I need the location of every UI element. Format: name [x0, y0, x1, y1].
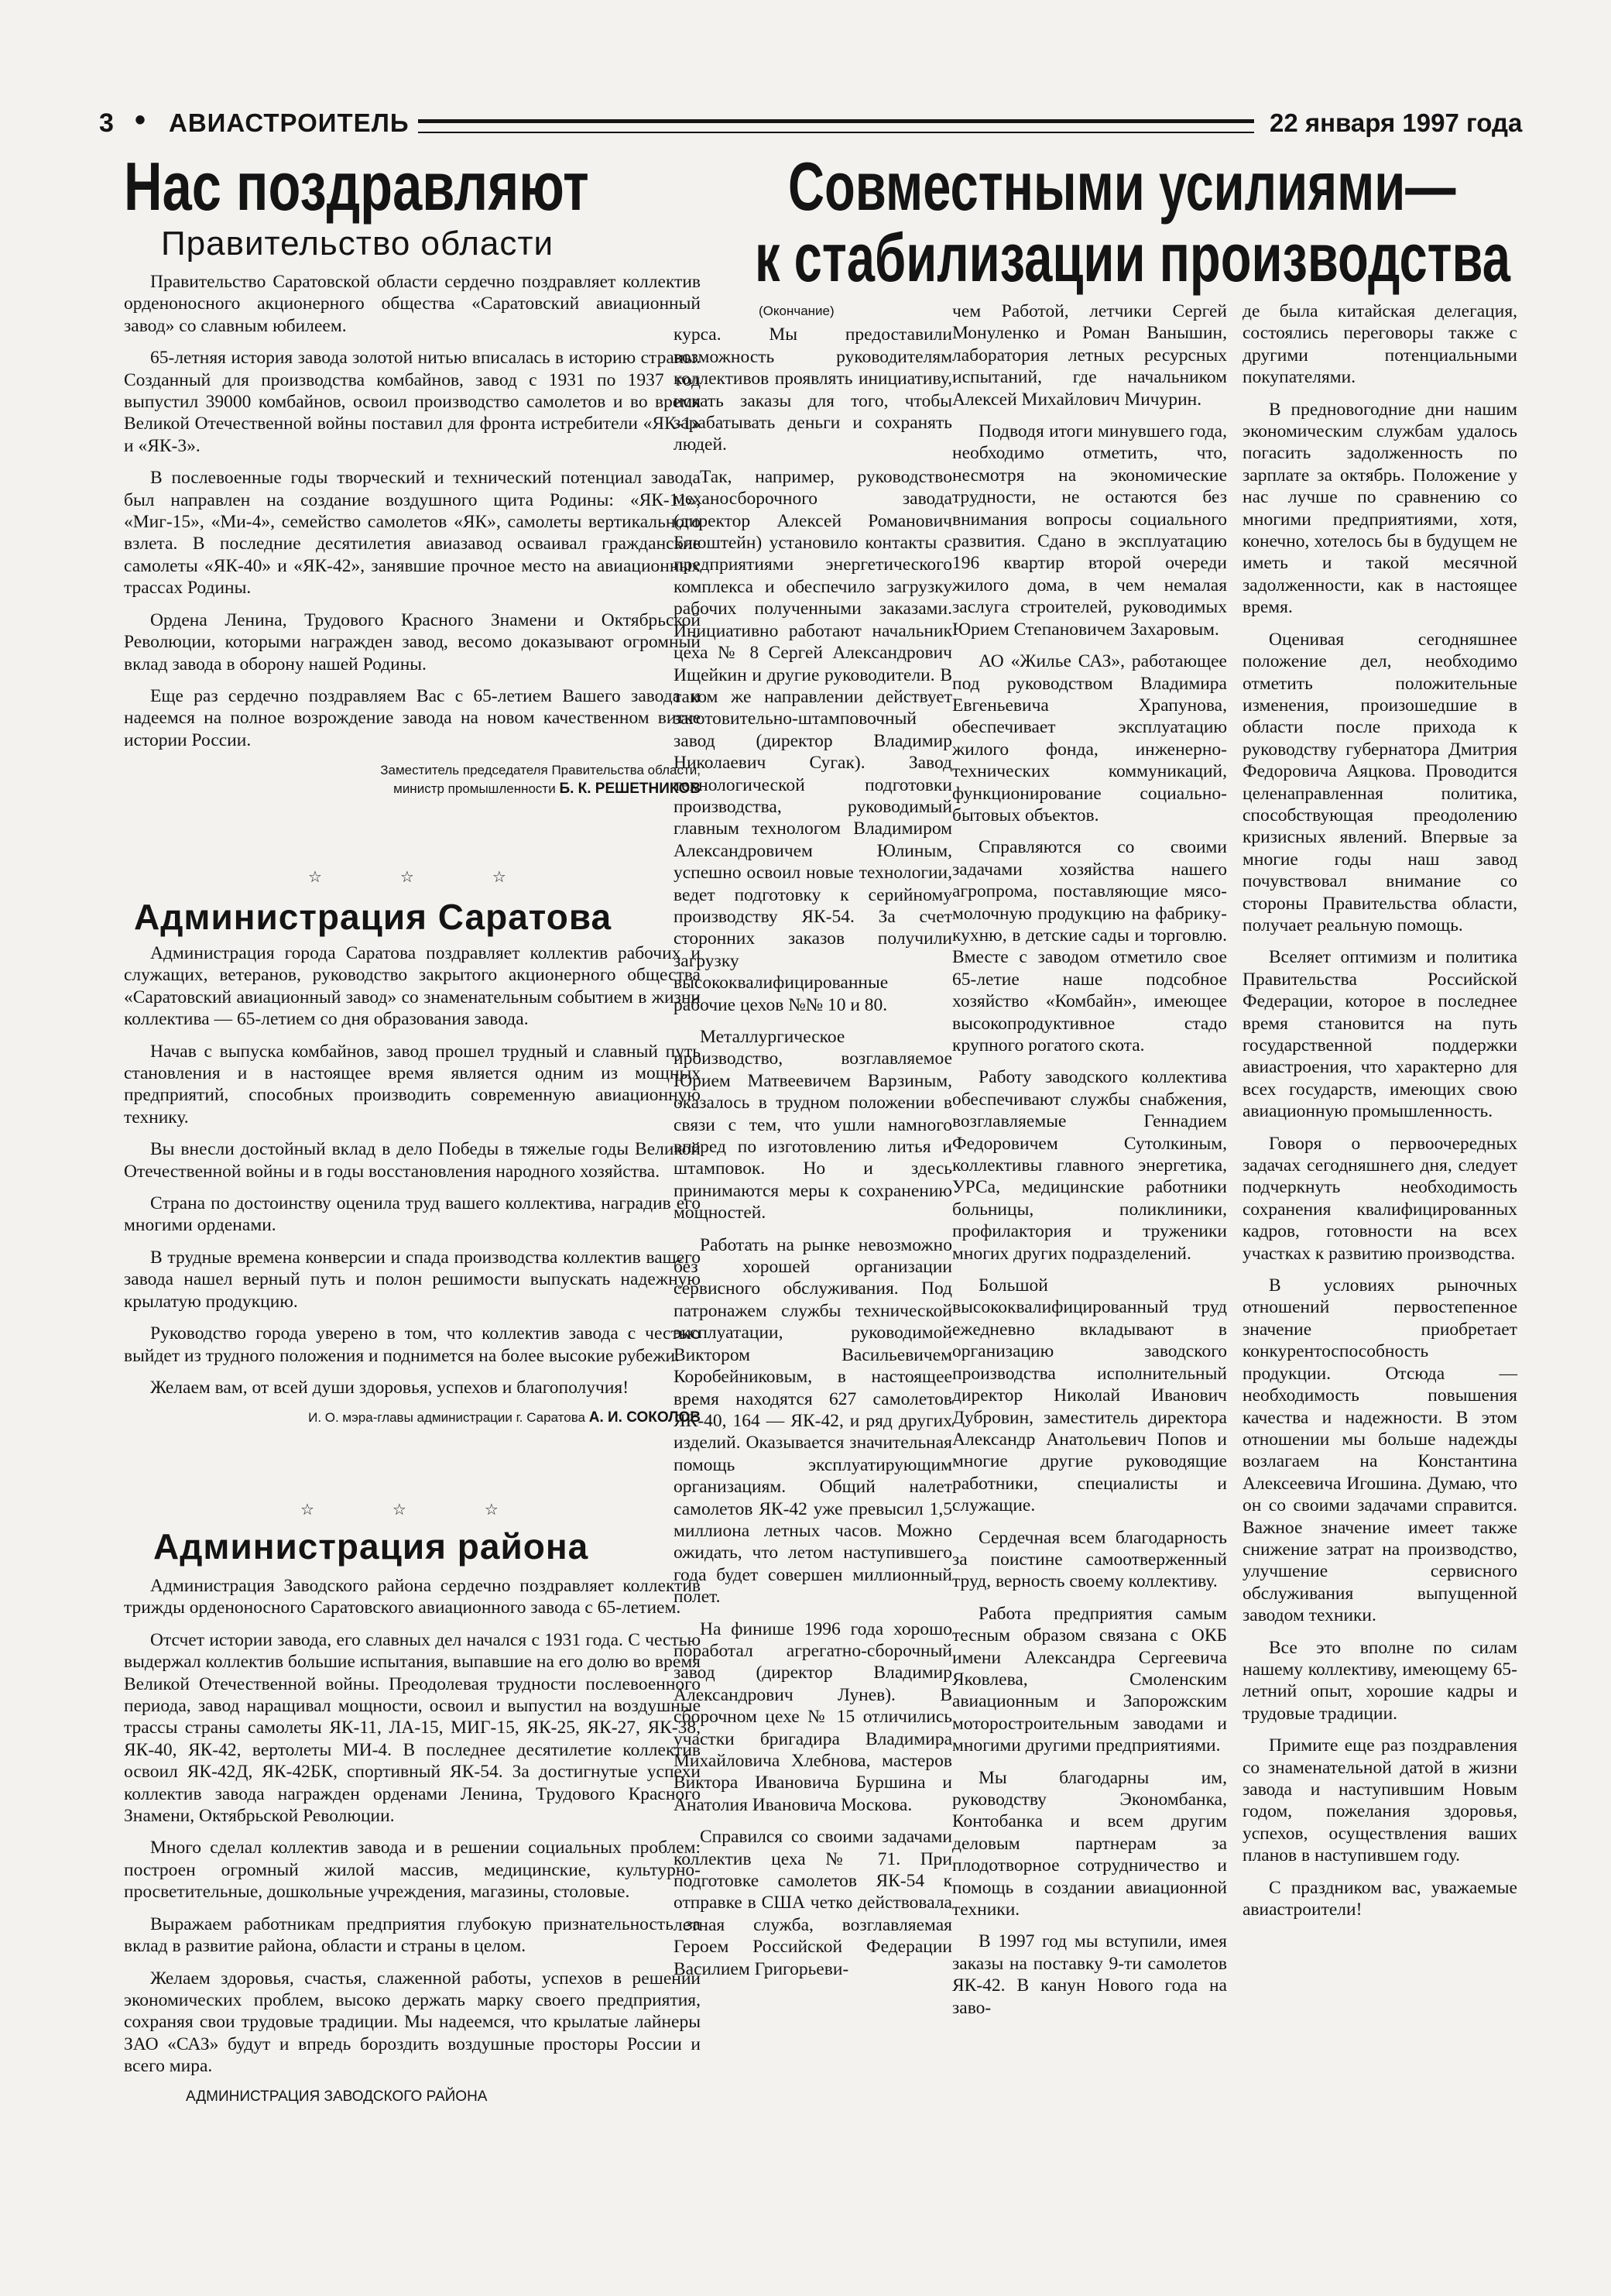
signature-title: Заместитель председателя Правительства области,	[380, 763, 701, 778]
section-title-government: Правительство области	[161, 225, 554, 263]
paragraph: Администрация Заводского района сердечно поздравляет коллектив трижды орденоносного Саратовского авиационного завода с 65-летием.	[124, 1576, 701, 1618]
article-column-4	[1243, 300, 1517, 1930]
paragraph: Правительство Саратовской области сердечно поздравляет коллектив орденоносного акционерного общества «Саратовский авиационный завод» со славным юбилеем.	[124, 272, 701, 336]
paragraph: Большой высококвалифицированный труд ежедневно вкладывают в организацию заводского производства исполнительный директор Николай Иванович Дубровин, заместитель директора Александр Анатольевич Попов и многие другие руководящие работники, специалисты и служащие.	[952, 1275, 1227, 1516]
paragraph: Администрация города Саратова поздравляет коллектив рабочих и служащих, ветеранов, руководство закрытого акционерного общества «Саратовский авиационный завод» со знаменательным событием в жизни коллектива — 65-летием со дня образования завода.	[124, 943, 701, 1030]
paragraph: Все это вполне по силам нашему коллективу, имеющему 65-летний опыт, хорошие кадры и трудовые традиции.	[1243, 1637, 1517, 1724]
signature-line	[124, 1409, 701, 1427]
paragraph: чем Работой, летчики Сергей Монуленко и Роман Ванышин, лаборатория летных ресурсных испытаний, где начальником Алексей Михайлович Мичурин.	[952, 301, 1227, 410]
paragraph: Справился со своими задачами коллектив цеха № 71. При подготовке самолетов ЯК-54 к отправке в США четко действовала летная служба, возглавляемая Героем Российской Федерации Василием Григорьеви-	[674, 1827, 952, 1979]
paragraph: Вы внесли достойный вклад в дело Победы в тяжелые годы Великой Отечественной войны и в годы восстановления народного хозяйства.	[124, 1139, 701, 1182]
newspaper-name: АВИАСТРОИТЕЛЬ	[169, 108, 410, 137]
paragraph: де была китайская делегация, состоялись переговоры также с другими потенциальными покупателями.	[1243, 301, 1517, 388]
paragraph: Отсчет истории завода, его славных дел начался с 1931 года. С честью выдержал коллектив большие испытания, выпавшие на его долю во время Великой Отечественной войны. Преодолевая трудности послевоенного периода, завод наращивал мощности, освоил и выпустил на воздушные трассы страны самолеты ЯК-11, ЛА-15, МИГ-15, ЯК-25, ЯК-27, ЯК-38, ЯК-40, ЯК-42, вертолеты МИ-4. В последнее десятилетие коллектив освоил ЯК-42Д, ЯК-42БК, спортивный ЯК-54. За достигнутые успехи коллектив завода награжден орденами Ленина, Трудового Красного Знамени, Октябрьской Революции.	[124, 1629, 701, 1827]
paragraph: Желаем здоровья, счастья, слаженной работы, успехов в решении экономических проблем, высоко держать марку своего предприятия, сохраняя свои трудовые традиции. Мы надеемся, что крылатые лайнеры ЗАО «САЗ» будут и впредь бороздить воздушные просторы России и всего мира.	[124, 1968, 701, 2077]
header-bullet: •	[135, 103, 146, 137]
paragraph: Так, например, руководство механосборочного завода (директор Алексей Романович Блюштейн) установило контакты с предприятиями энергетического комплекса и обеспечило загрузку рабочих полученными заказами. Инициативно работают начальник цеха № 8 Сергей Александрович Ищейкин и другие руководители. В таком же направлении действует заготовительно-штамповочный завод (директор Владимир Николаевич Сугак). Завод технологической подготовки производства, руководимый главным технологом Владимиром Александровичем Юлиным, успешно освоил новые технологии, ведет подготовку к серийному производству ЯК-54. За счет сторонних заказов получили загрузку высококвалифицированные рабочие цехов №№ 10 и 80.	[674, 466, 952, 1015]
article-saratov-administration	[124, 942, 701, 1437]
paragraph: В трудные времена конверсии и спада производства коллектив вашего завода нашел верный путь и полон решимости выпускать надежную крылатую продукцию.	[124, 1247, 701, 1312]
right-headline-line1: Совместными усилиями—	[788, 148, 1456, 225]
paragraph: Желаем вам, от всей души здоровья, успехов и благополучия!	[150, 1377, 629, 1398]
continuation-note: (Окончание)	[759, 304, 835, 318]
paragraph: Металлургическое производство, возглавляемое Юрием Матвеевичем Варзиным, оказалось в трудном положении в связи с тем, что ушли намного вперед по изготовлению литья и штамповок. Но и здесь принимаются меры к сохранению мощностей.	[674, 1027, 952, 1224]
paragraph: Руководство города уверено в том, что коллектив завода с честью выйдет из трудного положения и поднимется на более высокие рубежи.	[124, 1323, 701, 1366]
paragraph: Говоря о первоочередных задачах сегодняшнего дня, следует подчеркнуть необходимость сохранения квалифицированных кадров, готовности на всех участках к развитию производства.	[1243, 1133, 1517, 1264]
page-number: 3	[99, 108, 114, 138]
left-headline: Нас поздравляют	[124, 148, 589, 225]
signature-post: И. О. мэра-главы администрации г. Саратова	[308, 1410, 585, 1426]
signature-post: министр промышленности	[393, 781, 556, 797]
paragraph: На финише 1996 года хорошо поработал агрегатно-сборочный завод (директор Владимир Александрович Лунев). В сборочном цехе № 15 отличились участки бригадира Владимира Михайловича Хлебнова, мастеров Виктора Ивановича Буршина и Анатолия Ивановича Москова.	[674, 1618, 952, 1815]
right-headline-line2: к стабилизации производства	[755, 219, 1510, 296]
article-government	[124, 271, 701, 808]
paragraph: В предновогодние дни нашим экономическим службам удалось погасить задолженность по зарплате за октябрь. Положение у нас лучше по сравнению со многими предприятиями, хотя, конечно, хотелось бы в будущем не иметь и такой месячной задолженности, как в настоящее время.	[1243, 399, 1517, 618]
paragraph: Ордена Ленина, Трудового Красного Знамени и Октябрьской Революции, которыми награжден завод, весомо доказывают огромный вклад завода в оборону нашей Родины.	[124, 609, 701, 674]
paragraph: Справляются со своими задачами хозяйства нашего агропрома, поставляющие мясо-молочную продукцию на фабрику-кухню, в детские сады и торговлю. Вместе с заводом отметило свое 65-летие наше подсобное хозяйство «Комбайн», имеющее высокопродуктивное стадо крупного рогатого скота.	[952, 837, 1227, 1055]
signature-name: АДМИНИСТРАЦИЯ ЗАВОДСКОГО РАЙОНА	[186, 2088, 488, 2105]
paragraph: Вселяет оптимизм и политика Правительства Российской Федерации, которое в последнее время становится на путь государственной поддержки авиастроения, что характерно для всех государств, имеющих свою авиационную промышленность.	[1243, 947, 1517, 1122]
separator-stars: ☆ ☆ ☆	[300, 1501, 536, 1519]
section-title-district-administration: Администрация района	[153, 1526, 589, 1567]
article-column-2	[674, 300, 952, 1990]
paragraph: В 1997 год мы вступили, имея заказы на поставку 9-ти самолетов ЯК-42. В канун Нового года на заво-	[952, 1931, 1227, 2018]
paragraph: Еще раз сердечно поздравляем Вас с 65-летием Вашего завода и надеемся на полное возрождение завода на новом качественном витке истории России.	[124, 685, 701, 750]
paragraph: курса. Мы предоставили возможность руководителям коллективов проявлять инициативу, искать заказы для того, чтобы зарабатывать деньги и сохранять людей.	[674, 324, 952, 455]
paragraph: Работать на рынке невозможно без хорошей организации сервисного обслуживания. Под патронажем службы технической эксплуатации, руководимой Виктором Васильевичем Коробейниковым, в настоящее время находятся 627 самолетов ЯК-40, 164 — ЯК-42, и ряд других изделий. Оказывается значительная помощь эксплуатирующим организациям. Общий налет самолетов ЯК-42 уже превысил 1,5 миллиона летных часов. Можно ожидать, что летом наступившего года будет совершен миллионный полет.	[674, 1234, 952, 1608]
article-district-administration	[124, 1575, 701, 2116]
paragraph: В послевоенные годы творческий и технический потенциал завода был направлен на создание воздушного щита Родины: «ЯК-11», «Миг-15», «Ми-4», семейство самолетов «ЯК», самолеты вертикального взлета. В последние десятилетия авиазавод осваивал гражданские самолеты «ЯК-40» и «ЯК-42», занявшие прочное место на авиационных трассах Родины.	[124, 468, 701, 599]
paragraph: Страна по достоинству оценила труд вашего коллектива, наградив его многими орденами.	[124, 1193, 701, 1236]
issue-date: 22 января 1997 года	[1270, 108, 1523, 137]
paragraph: Подводя итоги минувшего года, необходимо отметить, что, несмотря на экономические трудности, не остаются без внимания вопросы социального развития. Сдано в эксплуатацию 196 квартир второй очереди жилого дома, в чем немалая заслуга строителей, руководимых Юрием Степановичем Захаровым.	[952, 421, 1227, 640]
paragraph: В условиях рыночных отношений первостепенное значение приобретает конкурентоспособность продукции. Отсюда — необходимость повышения качества и надежности. В этом отношении мы больше надежды возлагаем на Константина Алексеевича Игошина. Думаю, что он со своими задачами справится. Важное значение имеет также снижение затрат на производство, улучшение сервисного обслуживания выпущенной заводом техники.	[1243, 1275, 1517, 1626]
section-title-saratov-administration: Администрация Саратова	[134, 897, 612, 937]
paragraph: Начав с выпуска комбайнов, завод прошел трудный и славный путь становления и в настоящее время является одним из мощных предприятий, способных производить современную авиационную технику.	[124, 1041, 701, 1127]
paragraph: Оценивая сегодняшнее положение дел, необходимо отметить положительные изменения, произошедшие в области после прихода к руководству губернатора Дмитрия Федоровича Аяцкова. Проводится целенаправленная политика, способствующая преодолению кризисных явлений. Впервые за многие годы наш завод почувствовал внимание со стороны Правительства области, получает реальную помощь.	[1243, 629, 1517, 935]
paragraph: Сердечная всем благодарность за поистине самоотверженный труд, верность своему коллективу.	[952, 1527, 1227, 1592]
paragraph: Примите еще раз поздравления со знаменательной датой в жизни завода и наступившим Новым годом, пожелания здоровья, успехов, осуществления ваших планов в наступившем году.	[1243, 1735, 1517, 1866]
paragraph: 65-летняя история завода золотой нитью вписалась в историю страны. Созданный для производства комбайнов, завод с 1931 по 1937 год выпустил 39000 комбайнов, освоил производство самолетов и во время Великой Отечественной войны поставил для фронта истребители «ЯК-1» и «ЯК-3».	[124, 348, 701, 456]
separator-stars: ☆ ☆ ☆	[308, 869, 543, 886]
paragraph: Много сделал коллектив завода и в решении социальных проблем: построен огромный жилой массив, медицинские, культурно-просветительные, дошкольные учреждения, магазины, столовые.	[124, 1838, 701, 1903]
paragraph: Мы благодарны им, руководству Экономбанка, Контобанка и всем другим деловым партнерам за плодотворное сотрудничество и помощь в создании авиационной техники.	[952, 1767, 1227, 1920]
article-column-3	[952, 300, 1227, 2029]
paragraph: С праздником вас, уважаемые авиастроители!	[1243, 1877, 1517, 1920]
header-rule	[418, 119, 1254, 133]
paragraph: Выражаем работникам предприятия глубокую признательность за вклад в развитие района, области и страны в целом.	[124, 1913, 701, 1957]
paragraph: АО «Жилье САЗ», работающее под руководством Владимира Евгеньевича Храпунова, обеспечивает эксплуатацию жилого фонда, инженерно-технических коммуникаций, функционирование социально-бытовых объектов.	[952, 651, 1227, 825]
signature-line	[124, 780, 701, 798]
signature-name: А. И. СОКОЛОВ	[588, 1409, 701, 1426]
paragraph: Работу заводского коллектива обеспечивают службы снабжения, возглавляемые Геннадием Федоровичем Сутолкиным, коллективы главного энергетика, УРСа, медицинские работники больницы, поликлиники, профилактория и труженики многих других подразделений.	[952, 1067, 1227, 1264]
signature-name: Б. К. РЕШЕТНИКОВ	[559, 781, 701, 798]
paragraph: Работа предприятия самым тесным образом связана с ОКБ имени Александра Сергеевича Яковлева, Смоленским авиационным и Запорожским моторостроительным заводами и многими другими предприятиями.	[952, 1603, 1227, 1756]
